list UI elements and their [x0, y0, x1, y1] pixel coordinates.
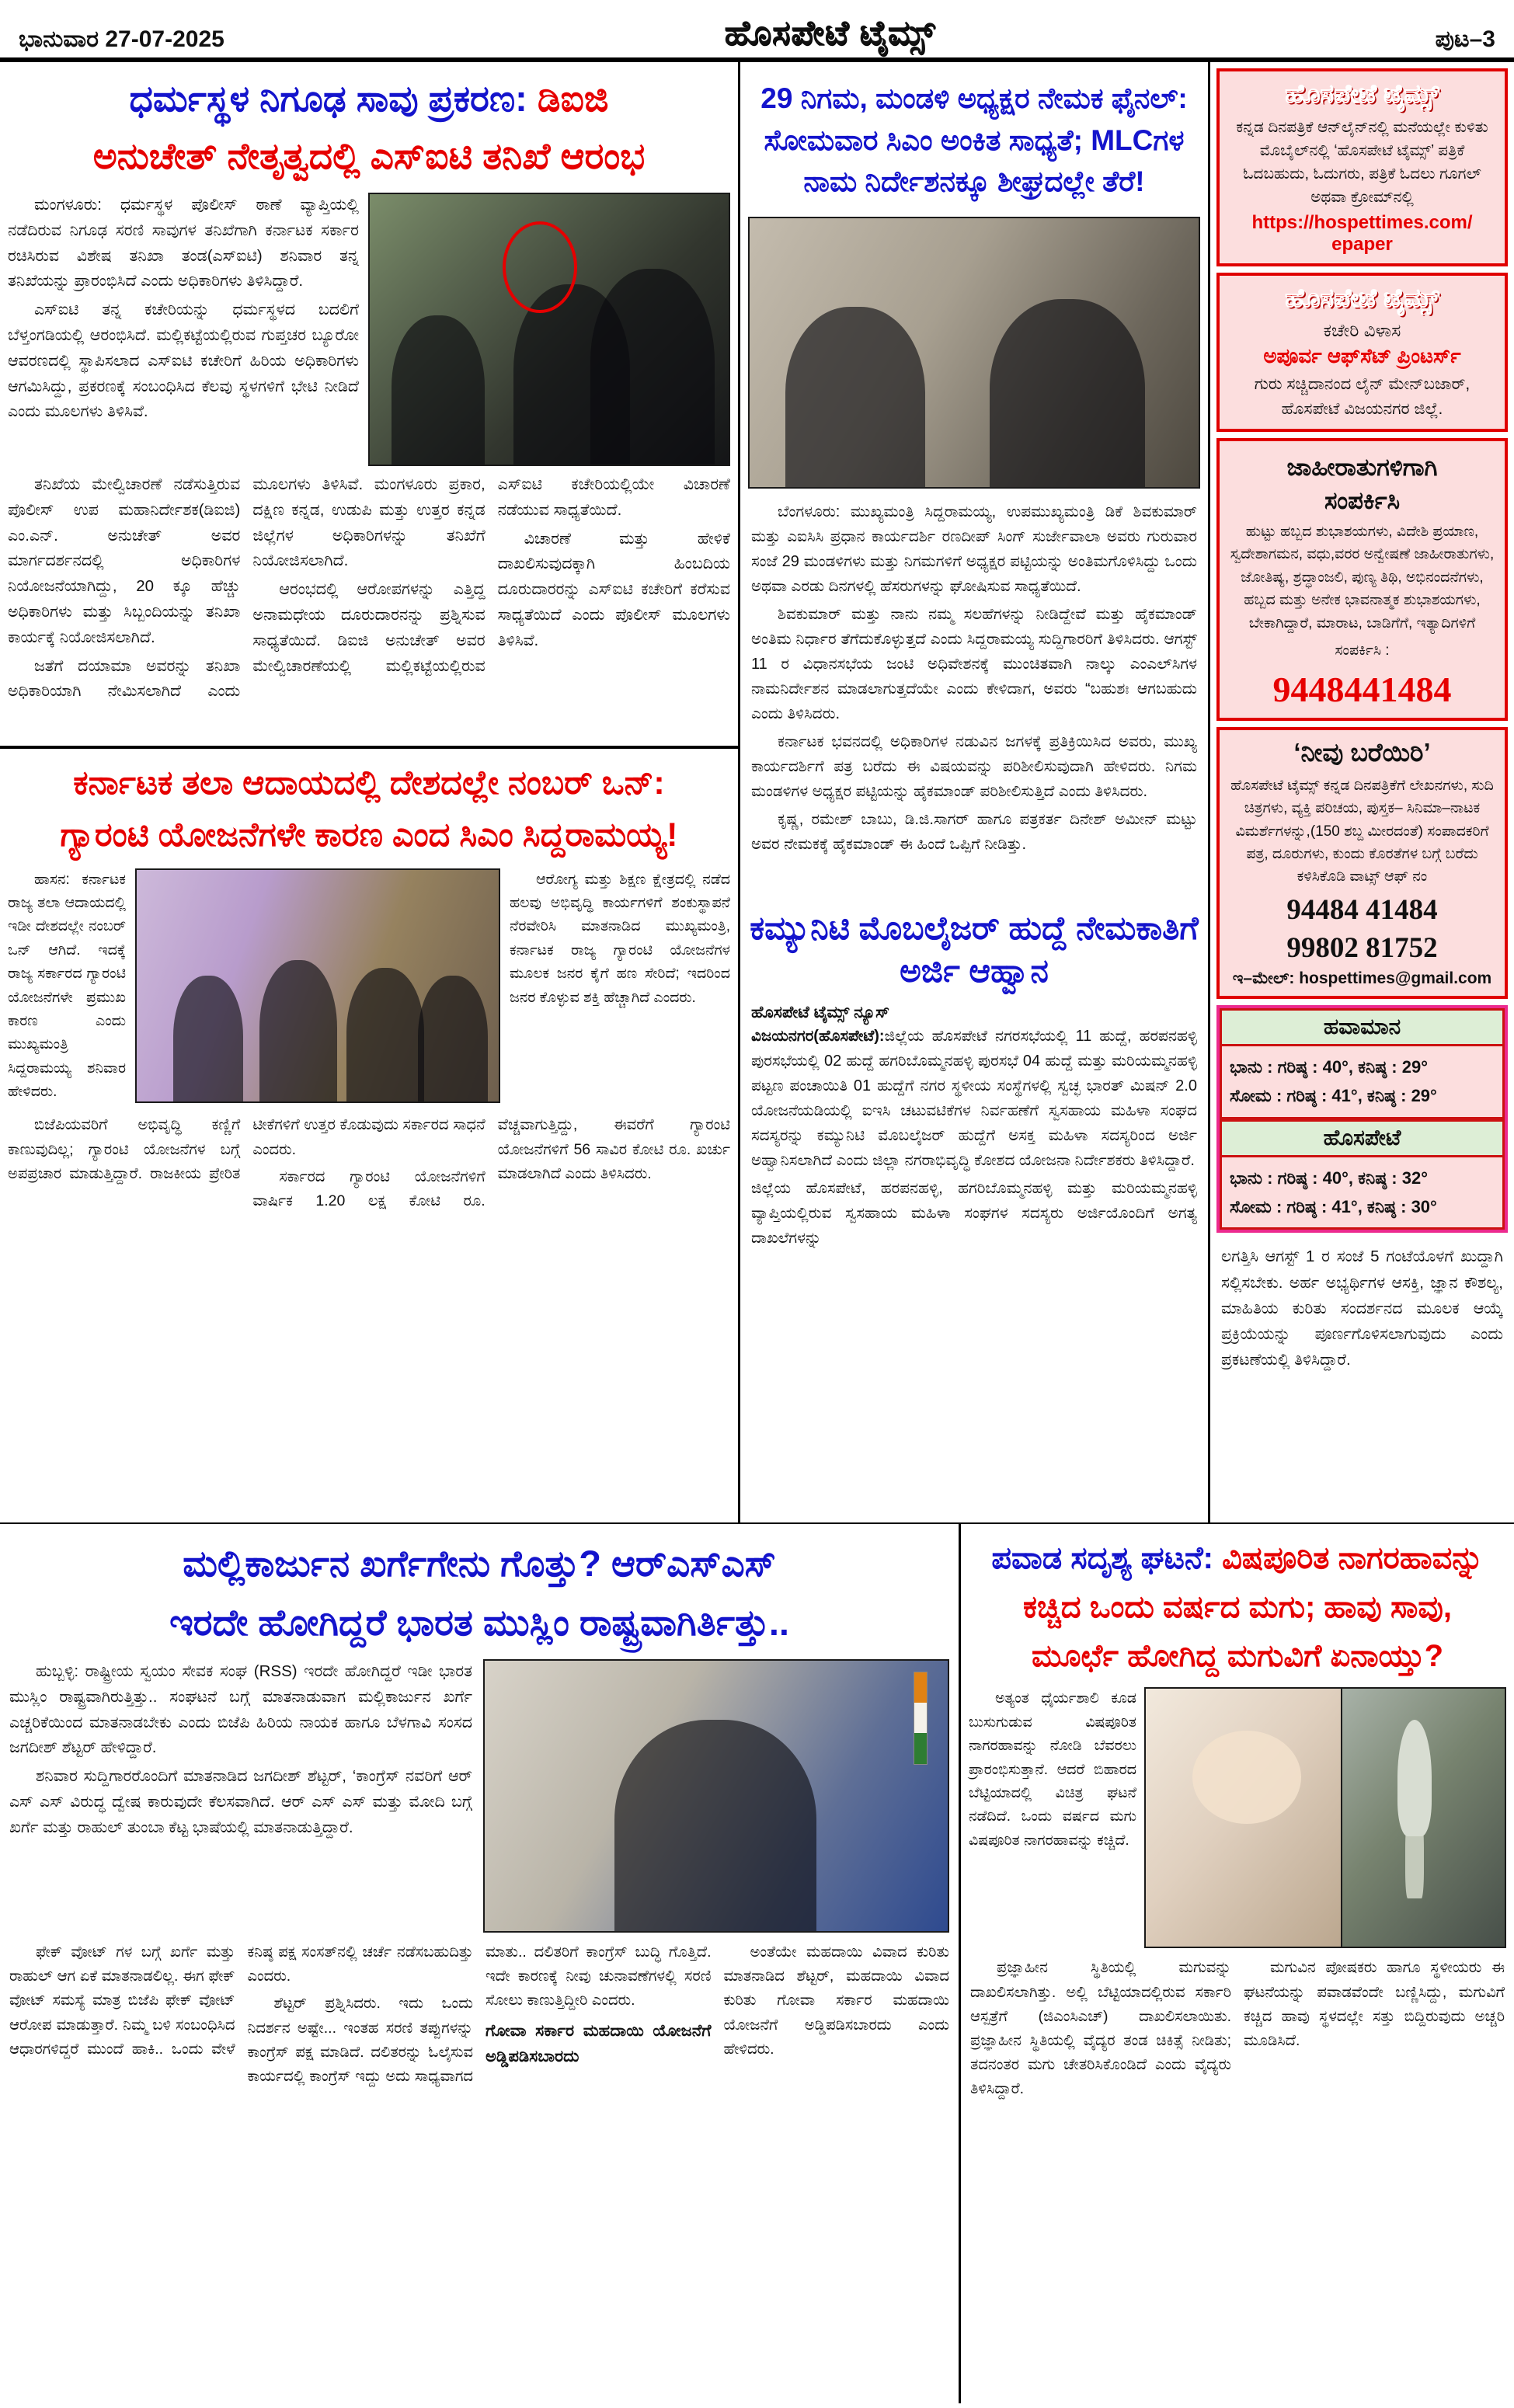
sit-scene-photo	[368, 193, 730, 466]
main-section	[0, 62, 1514, 1522]
sit-article-top	[0, 186, 738, 466]
sidebar-logo: ಹೊಸಪೇಟೆ ಟೈಮ್ಸ್	[1285, 79, 1439, 108]
kharge-headline	[0, 1524, 959, 1655]
suspect-circle-annotation	[503, 221, 577, 313]
sidebar-logo: ಹೊಸಪೇಟೆ ಟೈಮ್ಸ್	[1285, 284, 1439, 312]
india-flag	[914, 1672, 928, 1765]
snake-article-photos	[1144, 1687, 1506, 1948]
paragraph: ಮಗುವಿನ ಪೋಷಕರು ಹಾಗೂ ಸ್ಥಳೀಯರು ಈ ಘಟನೆಯನ್ನು ಪವಾಡವೆಂದೇ ಬಣ್ಣಿಸಿದ್ದು, ಮಗುವಿಗೆ ಕಚ್ಚಿದ ಹಾವು ಸ್ಥಳದಲ್ಲೇ ಸತ್ತು ಬಿದ್ದಿರುವುದು ಅಚ್ಚರಿ ಮೂಡಿಸಿದೆ.	[1244, 1959, 1505, 2049]
person-silhouette	[173, 976, 243, 1103]
weather-row: ಸೋಮ : ಗರಿಷ್ಠ : 41°, ಕನಿಷ್ಠ : 30°	[1230, 1196, 1437, 1216]
paragraph: ತನಿಖೆಯ ಮೇಲ್ವಿಚಾರಣೆ ನಡೆಸುತ್ತಿರುವ ಪೊಲೀಸ್ ಉಪ ಮಹಾನಿರ್ದೇಶಕ(ಡಿಐಜಿ) ಎಂ.ಎನ್. ಅನುಚೇತ್ ಅವರ ಮಾರ್ಗದರ್ಶನದಲ್ಲಿ ಅಧಿಕಾರಿಗಳ ನಿಯೋಜನೆಯಾಗಿದ್ದು, 20 ಕ್ಕೂ ಹೆಚ್ಚು ಅಧಿಕಾರಿಗಳು ಮತ್ತು ಸಿಬ್ಬಂದಿಯನ್ನು ತನಿಖಾ ಕಾರ್ಯಕ್ಕೆ ನಿಯೋಜಿಸಲಾಗಿದೆ.	[8, 475, 241, 646]
masthead: ಹೊಸಪೇಟೆ ಟೈಮ್ಸ್	[724, 14, 936, 52]
paragraph: ಆರಂಭದಲ್ಲಿ ಆರೋಪಗಳನ್ನು ಎತ್ತಿದ್ದ ಅನಾಮಧೇಯ ದೂರುದಾರನನ್ನು ಪ್ರಶ್ನಿಸುವ ಸಾಧ್ಯತೆಯಿದೆ. ಡಿಐಜಿ ಅನುಚೇತ್ ಅವರ ಮೇಲ್ವಿಚಾರಣೆಯಲ್ಲಿ ಮಲ್ಲಿಕಟ್ಟೆಯಲ್ಲಿರುವ ಎಸ್‌ಐಟಿ ಕಚೇರಿಯಲ್ಲಿಯೇ ವಿಚಾರಣೆ ನಡೆಯುವ ಸಾಧ್ಯತೆಯಿದೆ.	[252, 475, 730, 675]
office-address-box	[1216, 273, 1508, 432]
capita-article-top	[0, 865, 738, 1108]
snake-headline	[961, 1524, 1514, 1682]
whatsapp-number-1[interactable]: 94484 41484	[1286, 893, 1438, 926]
person-silhouette	[418, 976, 488, 1103]
snake-headline-line3: ಮೂರ್ಛೆ ಹೋಗಿದ್ದ ಮಗುವಿಗೆ ಏನಾಯ್ತು?	[1031, 1638, 1444, 1673]
capita-text-col-left	[8, 868, 126, 1108]
sit-headline-blue: ಧರ್ಮಸ್ಥಳ ನಿಗೂಢ ಸಾವು ಪ್ರಕರಣ:	[129, 78, 538, 119]
person-silhouette	[259, 960, 337, 1103]
write-text: ಹೊಸಪೇಟೆ ಟೈಮ್ಸ್ ಕನ್ನಡ ದಿನಪತ್ರಿಕೆಗೆ ಲೇಖನಗಳು, ಸುದಿ ಚಿತ್ರಗಳು, ವ್ಯಕ್ತಿ ಪರಿಚಯ, ಪುಸ್ತಕ– ಸಿನಿಮಾ–ನಾಟಕ ವಿಮರ್ಶೆಗಳನ್ನು,(150 ಶಬ್ದ ಮೀರದಂತೆ) ಸಂಪಾದಕರಿಗೆ ಪತ್ರ, ದೂರುಗಳು, ಕುಂದು ಕೊರತೆಗಳ ಬಗ್ಗೆ ಬರೆದು ಕಳಿಸಿಕೊಡಿ ವಾಟ್ಸ್ ಆಫ್ ನಂ	[1230, 777, 1494, 886]
paragraph: ಫೇಕ್ ವೋಟ್ ಗಳ ಬಗ್ಗೆ ಖರ್ಗೆ ಮತ್ತು ರಾಹುಲ್ ಆಗ ಏಕೆ ಮಾತನಾಡಲಿಲ್ಲ. ಈಗ ಫೇಕ್ ವೋಟ್ ಸಮಸ್ಯೆ ಮಾತ್ರ ಬಿಜೆಪಿ ಫೇಕ್ ವೋಟ್ ಆರೋಪ ಮಾಡುತ್ತಾರೆ. ನಿಮ್ಮ ಬಳಿ ಸಂಬಂಧಿಸಿದ ಆಧಾರಗಳಿದ್ದರೆ ಮುಂದೆ ಹಾಕಿ.. ಒಂದು ವೇಳೆ ಕನಿಷ್ಠ ಪಕ್ಷ ಸಂಸತ್‌ನಲ್ಲಿ ಚರ್ಚೆ ನಡೆಸಬಹುದಿತ್ತು ಎಂದರು.	[9, 1943, 473, 2058]
person-silhouette	[392, 315, 485, 466]
ads-contact-box	[1216, 438, 1508, 721]
sit-article-columns	[0, 466, 738, 739]
capita-article-columns	[0, 1107, 738, 1334]
sit-article-headline	[0, 62, 738, 186]
ads-contact-label: ಸಂಪರ್ಕಿಸಿ :	[1335, 642, 1390, 659]
paragraph: ಎಸ್‌ಐಟಿ ತನ್ನ ಕಚೇರಿಯನ್ನು ಧರ್ಮಸ್ಥಳದ ಬದಲಿಗೆ ಬೆಳ್ತಂಗಡಿಯಲ್ಲಿ ಆರಂಭಿಸಿದೆ. ಮಲ್ಲಿಕಟ್ಟೆಯಲ್ಲಿರುವ ಗುಪ್ತಚರ ಬ್ಯೂರೋ ಆವರಣದಲ್ಲಿ ಸ್ಥಾಪಿಸಲಾದ ಎಸ್‌ಐಟಿ ಕಚೇರಿಗೆ ಹಿರಿಯ ಅಧಿಕಾರಿಗಳು ಆಗಮಿಸಿದ್ದು, ಪ್ರಕರಣಕ್ಕೆ ಸಂಬಂಧಿಸಿದ ಕೆಲವು ಸ್ಥಳಗಳಿಗೆ ಭೇಟಿ ನೀಡಿದೆ ಎಂದು ಮೂಲಗಳು ತಿಳಿಸಿವೆ.	[8, 301, 359, 421]
person-silhouette	[614, 1720, 816, 1933]
snake-text-col	[969, 1687, 1136, 1948]
weather-row: ಸೋಮ : ಗರಿಷ್ಠ : 41°, ಕನಿಷ್ಠ : 29°	[1230, 1086, 1437, 1106]
ads-title-line2: ಸಂಪರ್ಕಿಸಿ	[1324, 487, 1401, 514]
ads-title-line1: ಜಾಹೀರಾತುಗಳಿಗಾಗಿ	[1286, 454, 1438, 481]
snake-article-columns	[961, 1948, 1514, 2383]
capita-article-headline	[0, 749, 738, 865]
paragraph: ಅಂತೆಯೇ ಮಹದಾಯಿ ವಿವಾದ ಕುರಿತು ಮಾತನಾಡಿದ ಶೆಟ್ಟರ್, ಮಹದಾಯಿ ವಿವಾದ ಕುರಿತು ಗೋವಾ ಸರ್ಕಾರ ಮಹದಾಯಿ ಯೋಜನೆಗೆ ಅಡ್ಡಿಪಡಿಸಬಾರದು ಎಂದು ಹೇಳಿದರು.	[723, 1943, 949, 2058]
kharge-headline-line2: ಇರದೇ ಹೋಗಿದ್ದರೆ ಭಾರತ ಮುಸ್ಲಿಂ ರಾಷ್ಟ್ರವಾಗಿರ್ತಿತ್ತು..	[169, 1602, 789, 1644]
mobilizer-article-body	[740, 1022, 1208, 1255]
epaper-promo-box	[1216, 68, 1508, 266]
weather-box	[1216, 1005, 1508, 1234]
paragraph: ವಿಚಾರಣೆ ಮತ್ತು ಹೇಳಿಕೆ ದಾಖಲಿಸುವುದಕ್ಕಾಗಿ ಹಿಂಬದಿಯ ದೂರುದಾರರನ್ನು ಎಸ್‌ಐಟಿ ಕಚೇರಿಗೆ ಕರೆಸುವ ಸಾಧ್ಯತೆಯಿದೆ ಎಂದು ಪೊಲೀಸ್ ಮೂಲಗಳು ತಿಳಿಸಿವೆ.	[497, 529, 730, 649]
epaper-url-line2[interactable]: epaper	[1331, 234, 1393, 255]
left-column	[0, 62, 738, 1522]
paragraph: ಹಾಸನ: ಕರ್ನಾಟಕ ರಾಜ್ಯ ತಲಾ ಆದಾಯದಲ್ಲಿ ಇಡೀ ದೇಶದಲ್ಲೇ ನಂಬರ್ ಒನ್ ಆಗಿದೆ. ಇದಕ್ಕೆ ರಾಜ್ಯ ಸರ್ಕಾರದ ಗ್ಯಾರಂಟಿ ಯೋಜನೆಗಳೇ ಪ್ರಮುಖ ಕಾರಣ ಎಂದು ಮುಖ್ಯಮಂತ್ರಿ ಸಿದ್ದರಾಮಯ್ಯ ಶನಿವಾರ ಹೇಳಿದರು.	[8, 871, 126, 1101]
sit-headline-red: ಡಿಐಜಿ	[537, 78, 609, 119]
office-address: ಗುರು ಸಚ್ಚಿದಾನಂದ ಲೈನ್ ಮೇನ್‌ಬಜಾರ್, ಹೊಸಪೇಟೆ ವಿಜಯನಗರ ಜಿಲ್ಲೆ.	[1254, 375, 1470, 418]
paragraph: ಬಿಜೆಪಿಯವರಿಗೆ ಅಭಿವೃದ್ಧಿ ಕಣ್ಣಿಗೆ ಕಾಣುವುದಿಲ್ಲ; ಗ್ಯಾರಂಟಿ ಯೋಜನೆಗಳ ಬಗ್ಗೆ ಅಪಪ್ರಚಾರ ಮಾಡುತ್ತಿದ್ದಾರೆ. ರಾಜಕೀಯ ಪ್ರೇರಿತ ಟೀಕೆಗಳಿಗೆ ಉತ್ತರ ಕೊಡುವುದು ಸರ್ಕಾರದ ಸಾಧನೆ ಎಂದರು.	[8, 1116, 486, 1182]
snake-headline-red: ವಿಷಪೂರಿತ ನಾಗರಹಾವನ್ನು	[1222, 1541, 1484, 1575]
paragraph: ಮಂಗಳೂರು: ಧರ್ಮಸ್ಥಳ ಪೊಲೀಸ್ ಠಾಣೆ ವ್ಯಾಪ್ತಿಯಲ್ಲಿ ನಡೆದಿರುವ ನಿಗೂಢ ಸರಣಿ ಸಾವುಗಳ ತನಿಖೆಗಾಗಿ ಕರ್ನಾಟಕ ಸರ್ಕಾರ ರಚಿಸಿರುವ ವಿಶೇಷ ತನಿಖಾ ತಂಡ(ಎಸ್‌ಐಟಿ) ಶನಿವಾರ ತನ್ನ ತನಿಖೆಯನ್ನು ಪ್ರಾರಂಭಿಸಿದೆ ಎಂದು ಅಧಿಕಾರಿಗಳು ತಿಳಿಸಿದ್ದಾರೆ.	[8, 196, 359, 291]
bottom-section	[0, 1522, 1514, 2403]
weather-state-rows	[1220, 1046, 1505, 1119]
epaper-promo-text: ಕನ್ನಡ ದಿನಪತ್ರಿಕೆ ಆನ್‌ಲೈನ್‌ನಲ್ಲಿ ಮನೆಯಲ್ಲೇ ಕುಳಿತು ಮೊಬೈಲ್‌ನಲ್ಲಿ ‘ಹೊಸಪೇಟೆ ಟೈಮ್ಸ್’ ಪತ್ರಿಕೆ ಓದಬಹುದು, ಓದುಗರು, ಪತ್ರಿಕೆ ಓದಲು ಗೂಗಲ್ ಅಥವಾ ಕ್ರೋಮ್‌ನಲ್ಲಿ	[1236, 119, 1488, 206]
write-title: ‘ನೀವು ಬರೆಯಿರಿ’	[1293, 737, 1431, 767]
paragraph: ಕೃಷ್ಣ, ರಮೇಶ್ ಬಾಬು, ಡಿ.ಜಿ.ಸಾಗರ್ ಹಾಗೂ ಪತ್ರಕರ್ತ ದಿನೇಶ್ ಅಮೀನ್ ಮಟ್ಟು ಅವರ ನೇಮಕಕ್ಕೆ ಹೈಕಮಾಂಡ್ ಈ ಹಿಂದೆ ಒಪ್ಪಿಗೆ ನೀಡಿತ್ತು.	[751, 810, 1197, 853]
cobra-photo	[1341, 1689, 1505, 1947]
baby-silhouette	[1192, 1731, 1301, 1824]
bottom-left-article	[0, 1524, 961, 2403]
paragraph: ಕರ್ನಾಟಕ ಭವನದಲ್ಲಿ ಅಧಿಕಾರಿಗಳ ನಡುವಿನ ಜಗಳಕ್ಕೆ ಪ್ರತಿಕ್ರಿಯಿಸಿದ ಅವರು, ಮುಖ್ಯ ಕಾರ್ಯದರ್ಶಿಗೆ ಪತ್ರ ಬರೆದು ಈ ವಿಷಯವನ್ನು ಪರಿಶೀಲಿಸುವುದಾಗಿ ಹೇಳಿದರು. ನಿಗಮ ಮಂಡಳಿಗಳ ಅಧ್ಯಕ್ಷರ ಪಟ್ಟಿಯನ್ನು ಹೈಕಮಾಂಡ್ ಪರಿಶೀಲಿಸುತ್ತಿದೆ ಎಂದು ತಿಳಿಸಿದರು.	[751, 732, 1197, 800]
sidebar	[1210, 62, 1514, 1522]
paragraph: ಬೆಂಗಳೂರು: ಮುಖ್ಯಮಂತ್ರಿ ಸಿದ್ದರಾಮಯ್ಯ, ಉಪಮುಖ್ಯಮಂತ್ರಿ ಡಿಕೆ ಶಿವಕುಮಾರ್ ಮತ್ತು ಎಐಸಿಸಿ ಪ್ರಧಾನ ಕಾರ್ಯದರ್ಶಿ ರಣದೀಪ್ ಸಿಂಗ್ ಸುರ್ಜೇವಾಲಾ ಅವರು ಗುರುವಾರ ಸಂಜೆ 29 ಮಂಡಳಿಗಳು ಮತ್ತು ನಿಗಮಗಳಿಗೆ ಅಧ್ಯಕ್ಷರ ಪಟ್ಟಿಯನ್ನು ಅಂತಿಮಗೊಳಿಸಿದ್ದು ಒಂದು ಅಥವಾ ಎರಡು ದಿನಗಳಲ್ಲಿ ಹೆಸರುಗಳನ್ನು ಘೋಷಿಸುವ ಸಾಧ್ಯತೆಯಿದೆ.	[751, 503, 1197, 595]
shettar-photo	[483, 1659, 949, 1933]
paragraph: ಆರೋಗ್ಯ ಮತ್ತು ಶಿಕ್ಷಣ ಕ್ಷೇತ್ರದಲ್ಲಿ ನಡೆದ ಹಲವು ಅಭಿವೃದ್ಧಿ ಕಾರ್ಯಗಳಿಗೆ ಶಂಕುಸ್ಥಾಪನೆ ನೆರವೇರಿಸಿ ಮಾತನಾಡಿದ ಮುಖ್ಯಮಂತ್ರಿ, ಕರ್ನಾಟಕ ರಾಜ್ಯ ಗ್ಯಾರಂಟಿ ಯೋಜನೆಗಳ ಮೂಲಕ ಜನರ ಕೈಗೆ ಹಣ ಸೇರಿದೆ; ಇದರಿಂದ ಜನರ ಕೊಳ್ಳುವ ಶಕ್ತಿ ಹೆಚ್ಚಾಗಿದೆ ಎಂದರು.	[510, 871, 730, 1006]
middle-column	[738, 62, 1210, 1522]
paragraph: ಶಿವಕುಮಾರ್ ಮತ್ತು ನಾನು ನಮ್ಮ ಸಲಹೆಗಳನ್ನು ನೀಡಿದ್ದೇವೆ ಮತ್ತು ಹೈಕಮಾಂಡ್ ಅಂತಿಮ ನಿರ್ಧಾರ ತೆಗೆದುಕೊಳ್ಳುತ್ತದೆ ಎಂದು ಸಿದ್ದರಾಮಯ್ಯ ಸುದ್ದಿಗಾರರಿಗೆ ತಿಳಿಸಿದರು. ಆಗಸ್ಟ್ 11 ರ ವಿಧಾನಸಭೆಯ ಜಂಟಿ ಅಧಿವೇಶನಕ್ಕೆ ಮುಂಚಿತವಾಗಿ ನಾಲ್ಕು ಎಂಎಲ್‌ಸಿಗಳ ನಾಮನಿರ್ದೇಶನ ಮಾಡಲಾಗುತ್ತದೆಯೇ ಎಂದು ಕೇಳಿದಾಗ, ಅವರು “ಬಹುಶಃ ಆಗಬಹುದು ಎಂದು ತಿಳಿಸಿದರು.	[751, 605, 1197, 722]
weather-city-rows	[1220, 1157, 1505, 1230]
mobilizer-continuation-text: ಲಗತ್ತಿಸಿ ಆಗಸ್ಟ್ 1 ರ ಸಂಜೆ 5 ಗಂಟೆಯೊಳಗೆ ಖುದ್ದಾಗಿ ಸಲ್ಲಿಸಬೇಕು. ಅರ್ಹ ಅಭ್ಯರ್ಥಿಗಳ ಆಸಕ್ತಿ, ಜ್ಞಾನ ಕೌಶಲ್ಯ, ಮಾಹಿತಿಯ ಕುರಿತು ಸಂದರ್ಶನದ ಮೂಲಕ ಆಯ್ಕೆ ಪ್ರಕ್ರಿಯೆಯನ್ನು ಪೂರ್ಣಗೊಳಿಸಲಾಗುವುದು ಎಂದು ಪ್ರಕಟಣೆಯಲ್ಲಿ ತಿಳಿಸಿದ್ದಾರೆ.	[1221, 1247, 1503, 1369]
paragraph-text: ಜಿಲ್ಲೆಯ ಹೊಸಪೇಟೆ ನಗರಸಭೆಯಲ್ಲಿ 11 ಹುದ್ದೆ, ಹರಪನಹಳ್ಳಿ ಪುರಸಭೆಯಲ್ಲಿ 02 ಹುದ್ದೆ ಹಗರಿಬೊಮ್ಮನಹಳ್ಳಿ ಪುರಸಭೆ 04 ಹುದ್ದೆ ಮತ್ತು ಮರಿಯಮ್ಮನಹಳ್ಳಿ ಪಟ್ಟಣ ಪಂಚಾಯಿತಿ 01 ಹುದ್ದೆಗೆ ನಗರ ಸ್ಥಳೀಯ ಸಂಸ್ಥೆಗಳಲ್ಲಿ ಸ್ವಚ್ಛ ಭಾರತ್ ಮಿಷನ್ 2.0 ಯೋಜನೆಯಡಿಯಲ್ಲಿ ಐಇಸಿ ಚಟುವಟಿಕೆಗಳ ನಿರ್ವಹಣೆಗೆ ಸ್ವಸಹಾಯ ಮಹಿಳಾ ಸಂಘದ ಸದಸ್ಯರನ್ನು ಕಮ್ಯುನಿಟಿ ಮೊಬಲೈಜರ್ ಹುದ್ದೆಗೆ ಅಸಕ್ತ ಮಹಿಳಾ ಸದಸ್ಯರಿಂದ ಅರ್ಜಿ ಅಹ್ವಾನಿಸಲಾಗಿದೆ ಎಂದು ಜಿಲ್ಲಾ ನಗರಾಭಿವೃದ್ಧಿ ಕೋಶದ ಯೋಜನಾ ನಿರ್ದೇಶಕರು ತಿಳಿಸಿದ್ದಾರೆ.	[751, 1027, 1197, 1169]
write-to-us-box	[1216, 727, 1508, 999]
person-silhouette	[785, 307, 925, 489]
office-title: ಕಚೇರಿ ವಿಳಾಸ	[1323, 320, 1401, 340]
weather-city-title: ಹೊಸಪೇಟೆ	[1220, 1119, 1505, 1157]
paragraph: ಹುಬ್ಬಳ್ಳಿ: ರಾಷ್ಟ್ರೀಯ ಸ್ವಯಂ ಸೇವಕ ಸಂಘ (RSS) ಇರದೇ ಹೋಗಿದ್ದರೆ ಇಡೀ ಭಾರತ ಮುಸ್ಲಿಂ ರಾಷ್ಟ್ರವಾಗಿರುತ್ತಿತ್ತು.. ಸಂಘಟನೆ ಬಗ್ಗೆ ಮಾತನಾಡುವಾಗ ಮಲ್ಲಿಕಾರ್ಜುನ ಖರ್ಗೆ ಎಚ್ಚರಿಕೆಯಿಂದ ಮಾತನಾಡಬೇಕು ಎಂದು ಬಿಜೆಪಿ ಹಿರಿಯ ನಾಯಕ ಹಾಗೂ ಬೆಳಗಾವಿ ಸಂಸದ ಜಗದೀಶ್ ಶೆಟ್ಟರ್ ಹೇಳಿದ್ದಾರೆ.	[9, 1662, 472, 1757]
kharge-article-top	[0, 1655, 959, 1933]
email-line[interactable]: ಇ–ಮೇಲ್: hospettimes@gmail.com	[1232, 969, 1492, 987]
paragraph	[751, 1024, 1197, 1173]
snake-headline-line2: ಕಚ್ಚಿದ ಒಂದು ವರ್ಷದ ಮಗು; ಹಾವು ಸಾವು,	[1022, 1589, 1453, 1624]
person-silhouette	[590, 269, 715, 466]
lamp-event-photo	[135, 868, 500, 1103]
baby-photo	[1146, 1689, 1341, 1947]
boards-article-body	[740, 493, 1208, 897]
snake-headline-blue: ಪವಾಡ ಸದೃಶ್ಯ ಘಟನೆ:	[991, 1541, 1223, 1575]
sit-article-text-col	[8, 193, 359, 466]
kharge-subhead: ಗೋವಾ ಸರ್ಕಾರ ಮಹದಾಯಿ ಯೋಜನೆಗೆ ಅಡ್ಡಿಪಡಿಸಬಾರದು	[486, 2021, 712, 2066]
paragraph: ಅತ್ಯಂತ ಧೈರ್ಯಶಾಲಿ ಕೂಡ ಬುಸುಗುಡುವ ವಿಷಪೂರಿತ ನಾಗರಹಾವನ್ನು ನೋಡಿ ಬೆವರಲು ಪ್ರಾರಂಭಿಸುತ್ತಾನೆ. ಆದರೆ ಬಿಹಾರದ ಬೆಟ್ಟಿಯಾದಲ್ಲಿ ವಿಚಿತ್ರ ಘಟನೆ ನಡೆದಿದೆ. ಒಂದು ವರ್ಷದ ಮಗು ವಿಷಪೂರಿತ ನಾಗರಹಾವನ್ನು ಕಚ್ಚಿದೆ.	[969, 1690, 1136, 1849]
ads-phone-number[interactable]: 9448441484	[1272, 669, 1452, 709]
snake-article-top	[961, 1682, 1514, 1948]
cm-press-photo	[748, 217, 1200, 489]
capita-text-col-right	[510, 868, 730, 1108]
paragraph: ಪ್ರಜ್ಞಾಹೀನ ಸ್ಥಿತಿಯಲ್ಲಿ ಮಗುವನ್ನು ದಾಖಲಿಸಲಾಗಿತ್ತು. ಅಲ್ಲಿ ಬೆಟ್ಟಿಯಾದಲ್ಲಿರುವ ಸರ್ಕಾರಿ ಆಸ್ಪತ್ರೆಗೆ (ಜಿಎಂಸಿಎಚ್) ದಾಖಲಿಸಲಾಯಿತು. ಪ್ರಜ್ಞಾಹೀನ ಸ್ಥಿತಿಯಲ್ಲಿ ವೈದ್ಯರ ತಂಡ ಚಿಕಿತ್ಸೆ ನೀಡಿತು; ತದನಂತರ ಮಗು ಚೇತರಿಸಿಕೊಂಡಿದೆ ಎಂದು ವೈದ್ಯರು ತಿಳಿಸಿದ್ದಾರೆ.	[970, 1959, 1231, 2098]
paragraph: ಶನಿವಾರ ಸುದ್ದಿಗಾರರೊಂದಿಗೆ ಮಾತನಾಡಿದ ಜಗದೀಶ್ ಶೆಟ್ಟರ್, ‘ಕಾಂಗ್ರೆಸ್ ನವರಿಗೆ ಆರ್ ಎಸ್ ಎಸ್ ವಿರುದ್ಧ ದ್ವೇಷ ಕಾರುವುದೇ ಕೆಲಸವಾಗಿದೆ. ಆರ್ ಎಸ್ ಎಸ್ ಮತ್ತು ಮೋದಿ ಬಗ್ಗೆ ಖರ್ಗೆ ಮತ್ತು ರಾಹುಲ್ ತುಂಬಾ ಕೆಟ್ಟ ಭಾಷೆಯಲ್ಲಿ ಮಾತನಾಡುತ್ತಿದ್ದಾರೆ.	[9, 1767, 472, 1836]
kharge-article-columns	[0, 1933, 959, 2368]
kharge-text-col	[9, 1659, 472, 1933]
ads-services-text: ಹುಟ್ಟು ಹಬ್ಬದ ಶುಭಾಶಯಗಳು, ವಿದೇಶಿ ಪ್ರಯಾಣ, ಸ್ವದೇಶಾಗಮನ, ವಧು,ವರರ ಅನ್ವೇಷಣೆ ಜಾಹೀರಾತುಗಳು, ಜೋತಿಷ್ಯ, ಶ್ರದ್ಧಾಂಜಲಿ, ಪುಣ್ಯ ತಿಥಿ, ಅಭಿನಂದನೆಗಳು, ಹಬ್ಬದ ಮತ್ತು ಅನೇಕ ಭಾವನಾತ್ಮಕ ಶುಭಾಶಯಗಳು, ಬೇಕಾಗಿದ್ದಾರೆ, ಮಾರಾಟ, ಬಾಡಿಗೆಗೆ, ಇತ್ಯಾದಿಗಳಿಗೆ	[1230, 524, 1495, 632]
person-silhouette	[346, 968, 424, 1103]
weather-row: ಭಾನು : ಗರಿಷ್ಠ : 40°, ಕನಿಷ್ಠ : 32°	[1230, 1167, 1429, 1188]
weather-title: ಹವಾಮಾನ	[1220, 1008, 1505, 1046]
paragraph: ಜಿಲ್ಲೆಯ ಹೊಸಪೇಟೆ, ಹರಪನಹಳ್ಳಿ, ಹಗರಿಬೊಮ್ಮನಹಳ್ಳಿ ಮತ್ತು ಮರಿಯಮ್ಮನಹಳ್ಳಿ ವ್ಯಾಪ್ತಿಯಲ್ಲಿರುವ ಸ್ವಸಹಾಯ ಮಹಿಳಾ ಸಂಘಗಳ ಸದಸ್ಯರು ಅರ್ಜಿಯೊಂದಿಗೆ ಅಗತ್ಯ ದಾಖಲೆಗಳನ್ನು	[751, 1179, 1197, 1247]
weather-row: ಭಾನು : ಗರಿಷ್ಠ : 40°, ಕನಿಷ್ಠ : 29°	[1230, 1056, 1429, 1077]
edition-date: ಭಾನುವಾರ 27-07-2025	[19, 26, 224, 52]
cobra-silhouette	[1397, 1720, 1432, 1836]
paragraph: ಶೆಟ್ಟರ್ ಪ್ರಶ್ನಿಸಿದರು. ಇದು ಒಂದು ನಿದರ್ಶನ ಅಷ್ಟೇ... ಇಂತಹ ಸರಣಿ ತಪ್ಪುಗಳನ್ನು ಕಾಂಗ್ರೆಸ್ ಪಕ್ಷ ಮಾಡಿದೆ. ದಲಿತರನ್ನು ಓಲೈಸುವ ಕಾರ್ಯದಲ್ಲಿ ಕಾಂಗ್ರೆಸ್ ಇದ್ದು ಅದು ಸಾಧ್ಯವಾಗದ ಮಾತು.. ದಲಿತರಿಗೆ ಕಾಂಗ್ರೆಸ್ ಬುದ್ಧಿ ಗೊತ್ತಿದೆ. ಇದೇ ಕಾರಣಕ್ಕೆ ನೀವು ಚುನಾವಣೆಗಳಲ್ಲಿ ಸರಣಿ ಸೋಲು ಕಾಣುತ್ತಿದ್ದೀರಿ ಎಂದರು.	[247, 1943, 712, 2085]
page-header	[0, 0, 1514, 62]
paragraph: ಜತೆಗೆ ದಯಾಮಾ ಅವರನ್ನು ತನಿಖಾ ಅಧಿಕಾರಿಯಾಗಿ ನೇಮಿಸಲಾಗಿದೆ ಎಂದು ಮೂಲಗಳು ತಿಳಿಸಿವೆ. ಮಂಗಳೂರು ಪ್ರಕಾರ, ದಕ್ಷಿಣ ಕನ್ನಡ, ಉಡುಪಿ ಮತ್ತು ಉತ್ತರ ಕನ್ನಡ ಜಿಲ್ಲೆಗಳ ಅಧಿಕಾರಿಗಳನ್ನು ತನಿಖೆಗೆ ನಿಯೋಜಿಸಲಾಗಿದೆ.	[8, 475, 486, 701]
capita-headline-line2: ಗ್ಯಾರಂಟಿ ಯೋಜನೆಗಳೇ ಕಾರಣ ಎಂದ ಸಿಎಂ ಸಿದ್ದರಾಮಯ್ಯ!	[60, 816, 678, 854]
mobilizer-byline: ಹೊಸಪೇಟೆ ಟೈಮ್ಸ್ ನ್ಯೂಸ್	[751, 1003, 890, 1021]
paragraph: ಸರ್ಕಾರದ ಗ್ಯಾರಂಟಿ ಯೋಜನೆಗಳಿಗೆ ವಾರ್ಷಿಕ 1.20 ಲಕ್ಷ ಕೋಟಿ ರೂ. ವೆಚ್ಚವಾಗುತ್ತಿದ್ದು, ಈವರೆಗೆ ಗ್ಯಾರಂಟಿ ಯೋಜನೆಗಳಿಗೆ 56 ಸಾವಿರ ಕೋಟಿ ರೂ. ಖರ್ಚು ಮಾಡಲಾಗಿದೆ ಎಂದು ತಿಳಿಸಿದರು.	[252, 1116, 730, 1210]
page-number: ಪುಟ–3	[1435, 26, 1495, 52]
sit-headline-line2: ಅನುಚೇತ್ ನೇತೃತ್ವದಲ್ಲಿ ಎಸ್‌ಐಟಿ ತನಿಖೆ ಆರಂಭ	[92, 135, 646, 177]
bottom-right-article	[961, 1524, 1514, 2403]
epaper-url-line1[interactable]: https://hospettimes.com/	[1251, 212, 1473, 233]
dateline: ವಿಜಯನಗರ(ಹೊಸಪೇಟೆ):	[751, 1027, 885, 1045]
whatsapp-number-2[interactable]: 99802 81752	[1286, 931, 1438, 964]
epaper-url[interactable]	[1226, 212, 1498, 256]
capita-headline-line1: ಕರ್ನಾಟಕ ತಲಾ ಆದಾಯದಲ್ಲಿ ದೇಶದಲ್ಲೇ ನಂಬರ್ ಒನ್:	[73, 764, 665, 802]
mobilizer-article-headline: ಕಮ್ಯುನಿಟಿ ಮೊಬಲೈಜರ್ ಹುದ್ದೆ ನೇಮಕಾತಿಗೆ ಅರ್ಜಿ ಆಹ್ವಾನ	[750, 909, 1199, 990]
person-silhouette	[990, 299, 1145, 489]
printer-name: ಅಪೂರ್ವ ಆಫ್‌ಸೆಟ್ ಪ್ರಿಂಟರ್ಸ್	[1263, 344, 1461, 367]
boards-article-headline: 29 ನಿಗಮ, ಮಂಡಳಿ ಅಧ್ಯಕ್ಷರ ನೇಮಕ ಫೈನಲ್: ಸೋಮವಾರ ಸಿಎಂ ಅಂಕಿತ ಸಾಧ್ಯತೆ; MLCಗಳ ನಾಮ ನಿರ್ದೇಶನಕ್ಕೂ ಶೀಘ್ರದಲ್ಲೇ ತೆರೆ!	[760, 82, 1188, 198]
kharge-headline-line1: ಮಲ್ಲಿಕಾರ್ಜುನ ಖರ್ಗೆಗೇನು ಗೊತ್ತು? ಆರ್‌ಎಸ್‌ಎಸ್	[183, 1543, 776, 1584]
